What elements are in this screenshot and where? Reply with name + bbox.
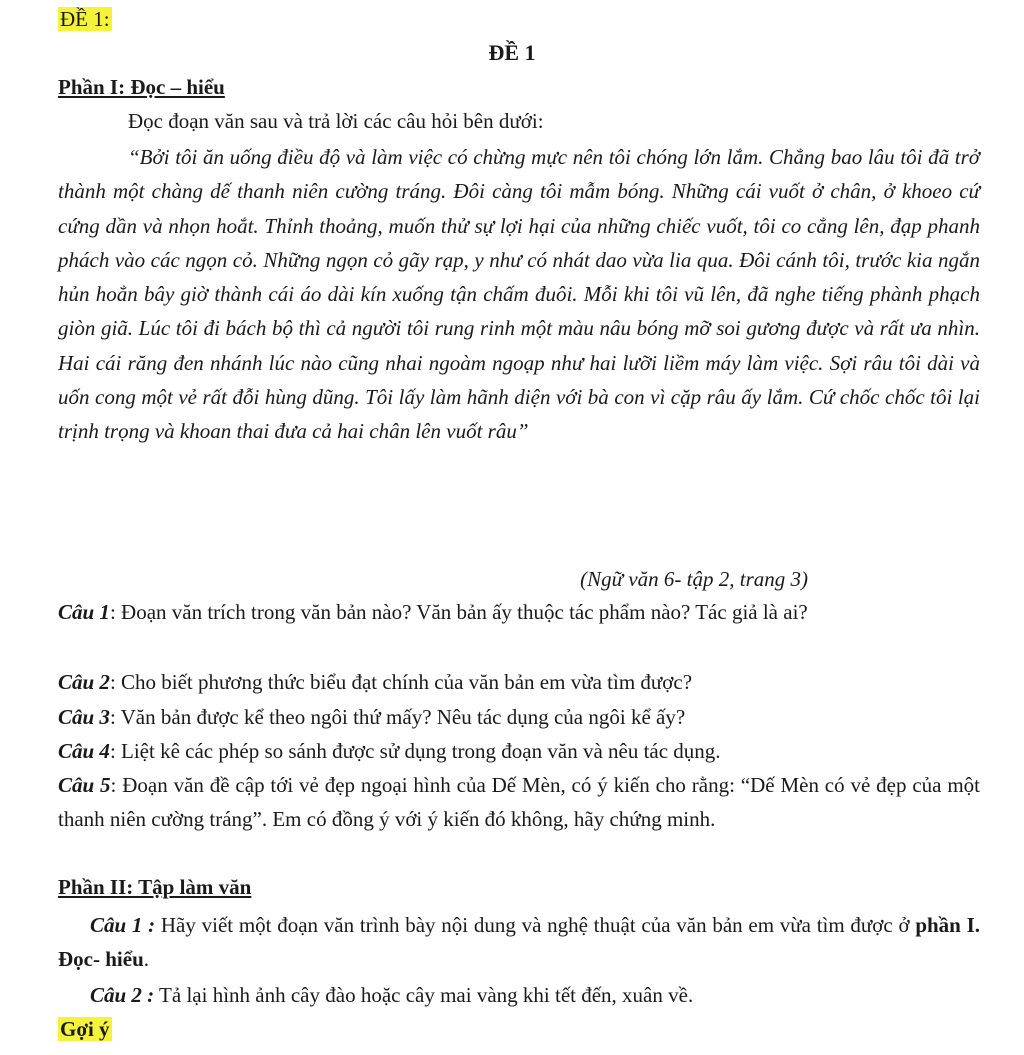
exam-label bbox=[58, 4, 112, 34]
question-4: Câu 4: Liệt kê các phép so sánh được sử dụng trong đoạn văn và nêu tác dụng. bbox=[58, 739, 721, 763]
exam-title: ĐỀ 1 bbox=[488, 40, 536, 65]
part1-instruction: Đọc đoạn văn sau và trả lời các câu hỏi bên dưới: bbox=[128, 109, 544, 133]
reading-passage: “Bởi tôi ăn uống điều độ và làm việc có chừng mực nên tôi chóng lớn lắm. Chẳng bao lâu tôi đã trở thành một chàng dế thanh niên cường tráng. Đôi càng tôi mẫm bóng. Những cái vuốt ở chân, ở khoeo cứ cứng dần và nhọn hoắt. Thỉnh thoảng, muốn thử sự lợi hại của những chiếc vuốt, tôi co cẳng lên, đạp phanh phách vào các ngọn cỏ. Những ngọn cỏ gãy rạp, y như có nhát dao vừa lia qua. Đôi cánh tôi, trước kia ngắn hủn hoẳn bây giờ thành cái áo dài kín xuống tận chấm đuôi. Mỗi khi tôi vũ lên, đã nghe tiếng phành phạch giòn giã. Lúc tôi đi bách bộ thì cả người tôi rung rinh một màu nâu bóng mỡ soi gương được và rất ưa nhìn. Hai cái răng đen nhánh lúc nào cũng nhai ngoàm ngoạp như hai lưỡi liềm máy làm việc. Sợi râu tôi dài và uốn cong một vẻ rất đỗi hùng dũng. Tôi lấy làm hãnh diện với bà con vì cặp râu ấy lắm. Cứ chốc chốc tôi lại trịnh trọng và khoan thai đưa cả hai chân lên vuốt râu” bbox=[58, 145, 980, 444]
question-1: Câu 1: Đoạn văn trích trong văn bản nào? Văn bản ấy thuộc tác phẩm nào? Tác giả là ai? bbox=[58, 600, 808, 624]
exam-label-highlight: ĐỀ 1: bbox=[60, 7, 110, 31]
question-2: Câu 2: Cho biết phương thức biểu đạt chính của văn bản em vừa tìm được? bbox=[58, 670, 693, 694]
question-3: Câu 3: Văn bản được kể theo ngôi thứ mấy? Nêu tác dụng của ngôi kể ấy? bbox=[58, 705, 686, 729]
hint-label: Gợi ý bbox=[60, 1017, 110, 1041]
question-5: Câu 5: Đoạn văn đề cập tới vẻ đẹp ngoại hình của Dế Mèn, có ý kiến cho rằng: “Dế Mèn có vẻ đẹp của một thanh niên cường tráng”. Em có đồng ý với ý kiến đó không, hãy chứng minh. bbox=[58, 773, 980, 831]
writing-task-1: Câu 1 : Hãy viết một đoạn văn trình bày nội dung và nghệ thuật của văn bản em vừa tìm được ở phần I. Đọc- hiểu. bbox=[58, 913, 981, 971]
part2-heading: Phần II: Tập làm văn bbox=[58, 875, 252, 899]
writing-task-2: Câu 2 : Tả lại hình ảnh cây đào hoặc cây mai vàng khi tết đến, xuân về. bbox=[90, 983, 694, 1007]
passage-source: (Ngữ văn 6- tập 2, trang 3) bbox=[580, 567, 808, 591]
part1-heading: Phần I: Đọc – hiểu bbox=[58, 75, 225, 99]
